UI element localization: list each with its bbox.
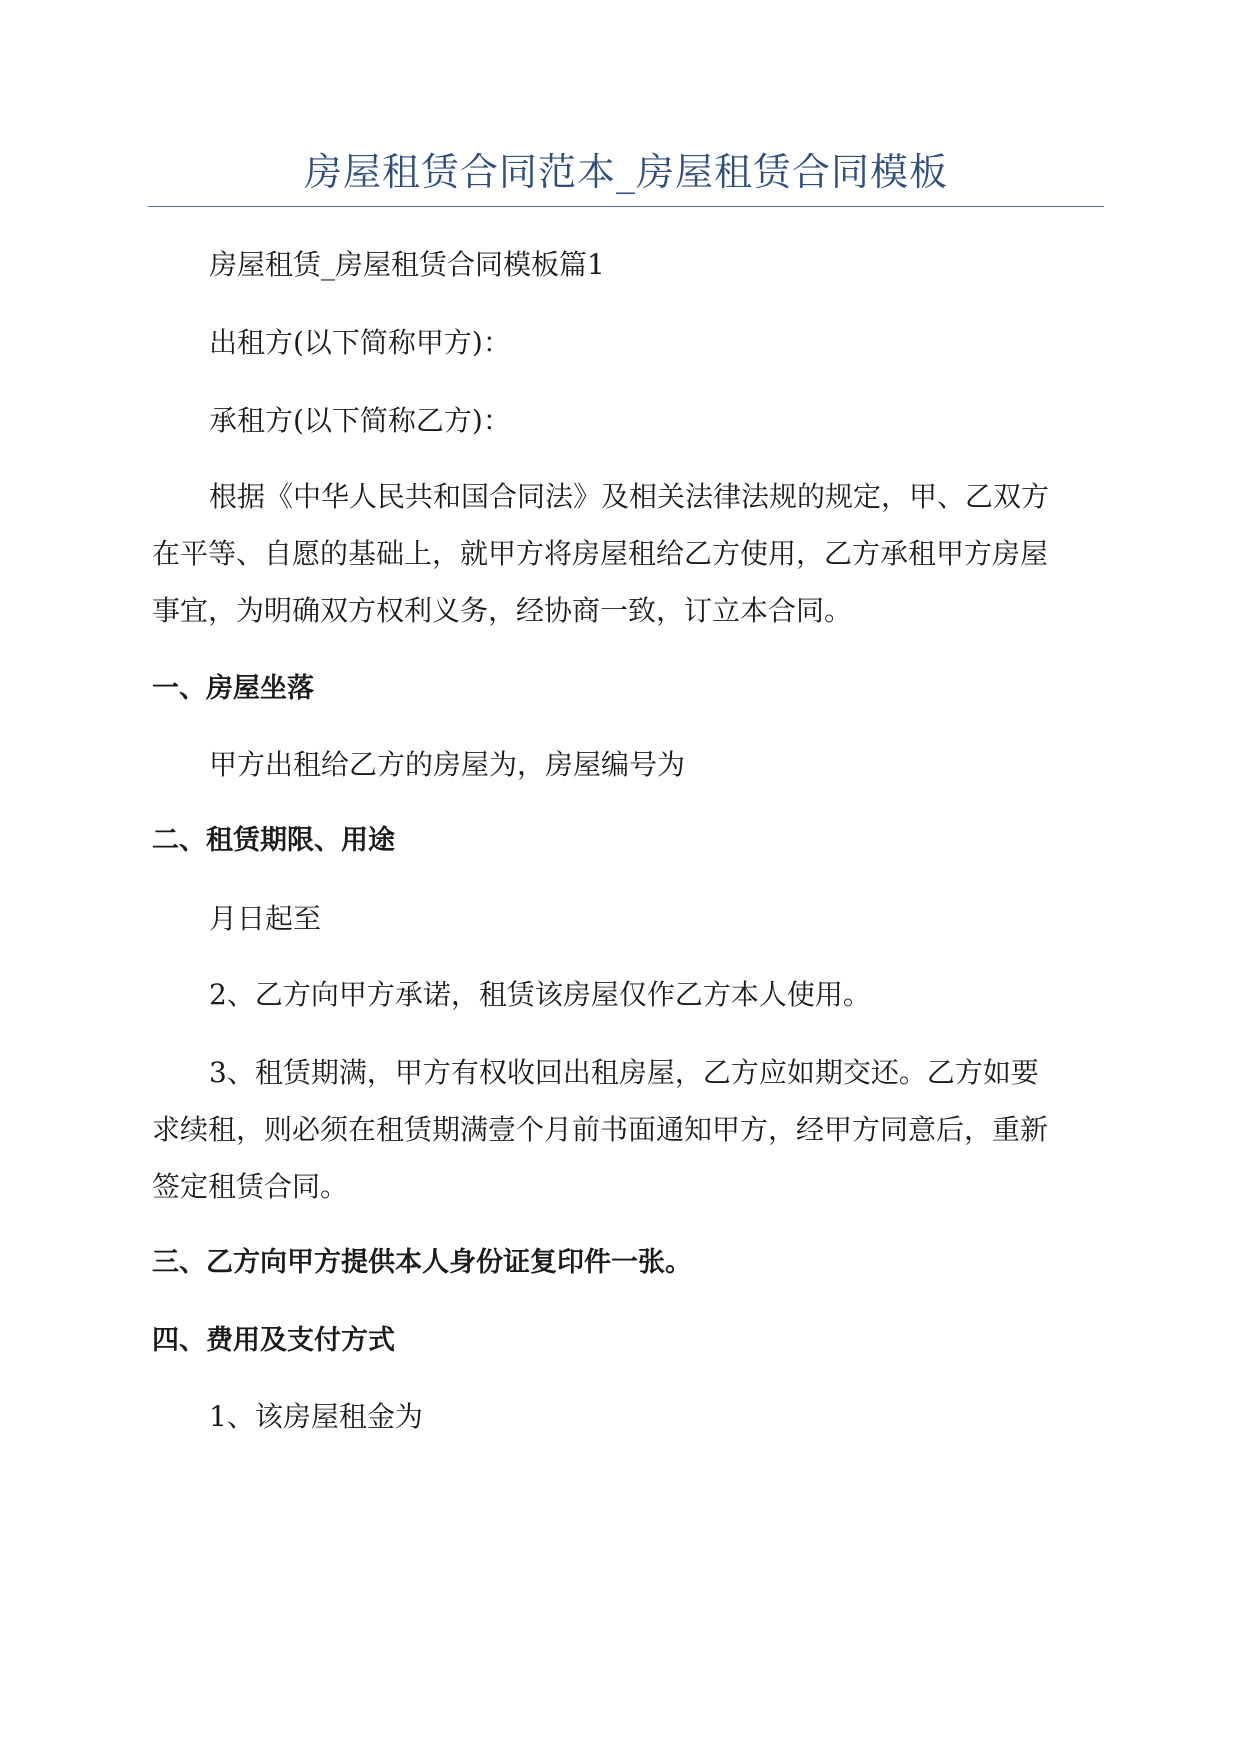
document-title: 房屋租赁合同范本_房屋租赁合同模板 — [303, 150, 948, 194]
item-3-line-1: 3、租赁期满，甲方有权收回出租房屋，乙方应如期交还。乙方如要 — [209, 1056, 1039, 1089]
item-3-line-2: 求续租，则必须在租赁期满壹个月前书面通知甲方，经甲方同意后，重新 — [152, 1113, 1049, 1146]
contract-subtitle: 房屋租赁_房屋租赁合同模板篇1 — [209, 248, 605, 281]
lessee-line: 承租方(以下简称乙方)： — [209, 404, 511, 437]
section-1-heading: 一、房屋坐落 — [152, 673, 314, 704]
title-underline — [148, 206, 1104, 207]
lessor-line: 出租方(以下简称甲方)： — [209, 326, 511, 359]
section-4-item-1: 1、该房屋租金为 — [209, 1400, 423, 1433]
preamble-line-2: 在平等、自愿的基础上，就甲方将房屋租给乙方使用，乙方承租甲方房屋 — [152, 537, 1049, 570]
section-4-heading: 四、费用及支付方式 — [152, 1325, 395, 1356]
section-2-item-2: 2、乙方向甲方承诺，租赁该房屋仅作乙方本人使用。 — [209, 978, 871, 1011]
section-3-heading: 三、乙方向甲方提供本人身份证复印件一张。 — [152, 1247, 692, 1278]
section-2-item-0: 月日起至 — [209, 902, 322, 935]
preamble-paragraph — [152, 468, 1092, 639]
preamble-line-1: 根据《中华人民共和国合同法》及相关法律法规的规定，甲、乙双方 — [209, 480, 1050, 513]
preamble-line-3: 事宜，为明确双方权利义务，经协商一致，订立本合同。 — [152, 594, 853, 627]
section-2-heading: 二、租赁期限、用途 — [152, 825, 395, 856]
section-2-item-3 — [152, 1044, 1092, 1215]
section-1-body: 甲方出租给乙方的房屋为，房屋编号为 — [209, 748, 686, 781]
item-3-line-3: 签定租赁合同。 — [152, 1170, 349, 1203]
